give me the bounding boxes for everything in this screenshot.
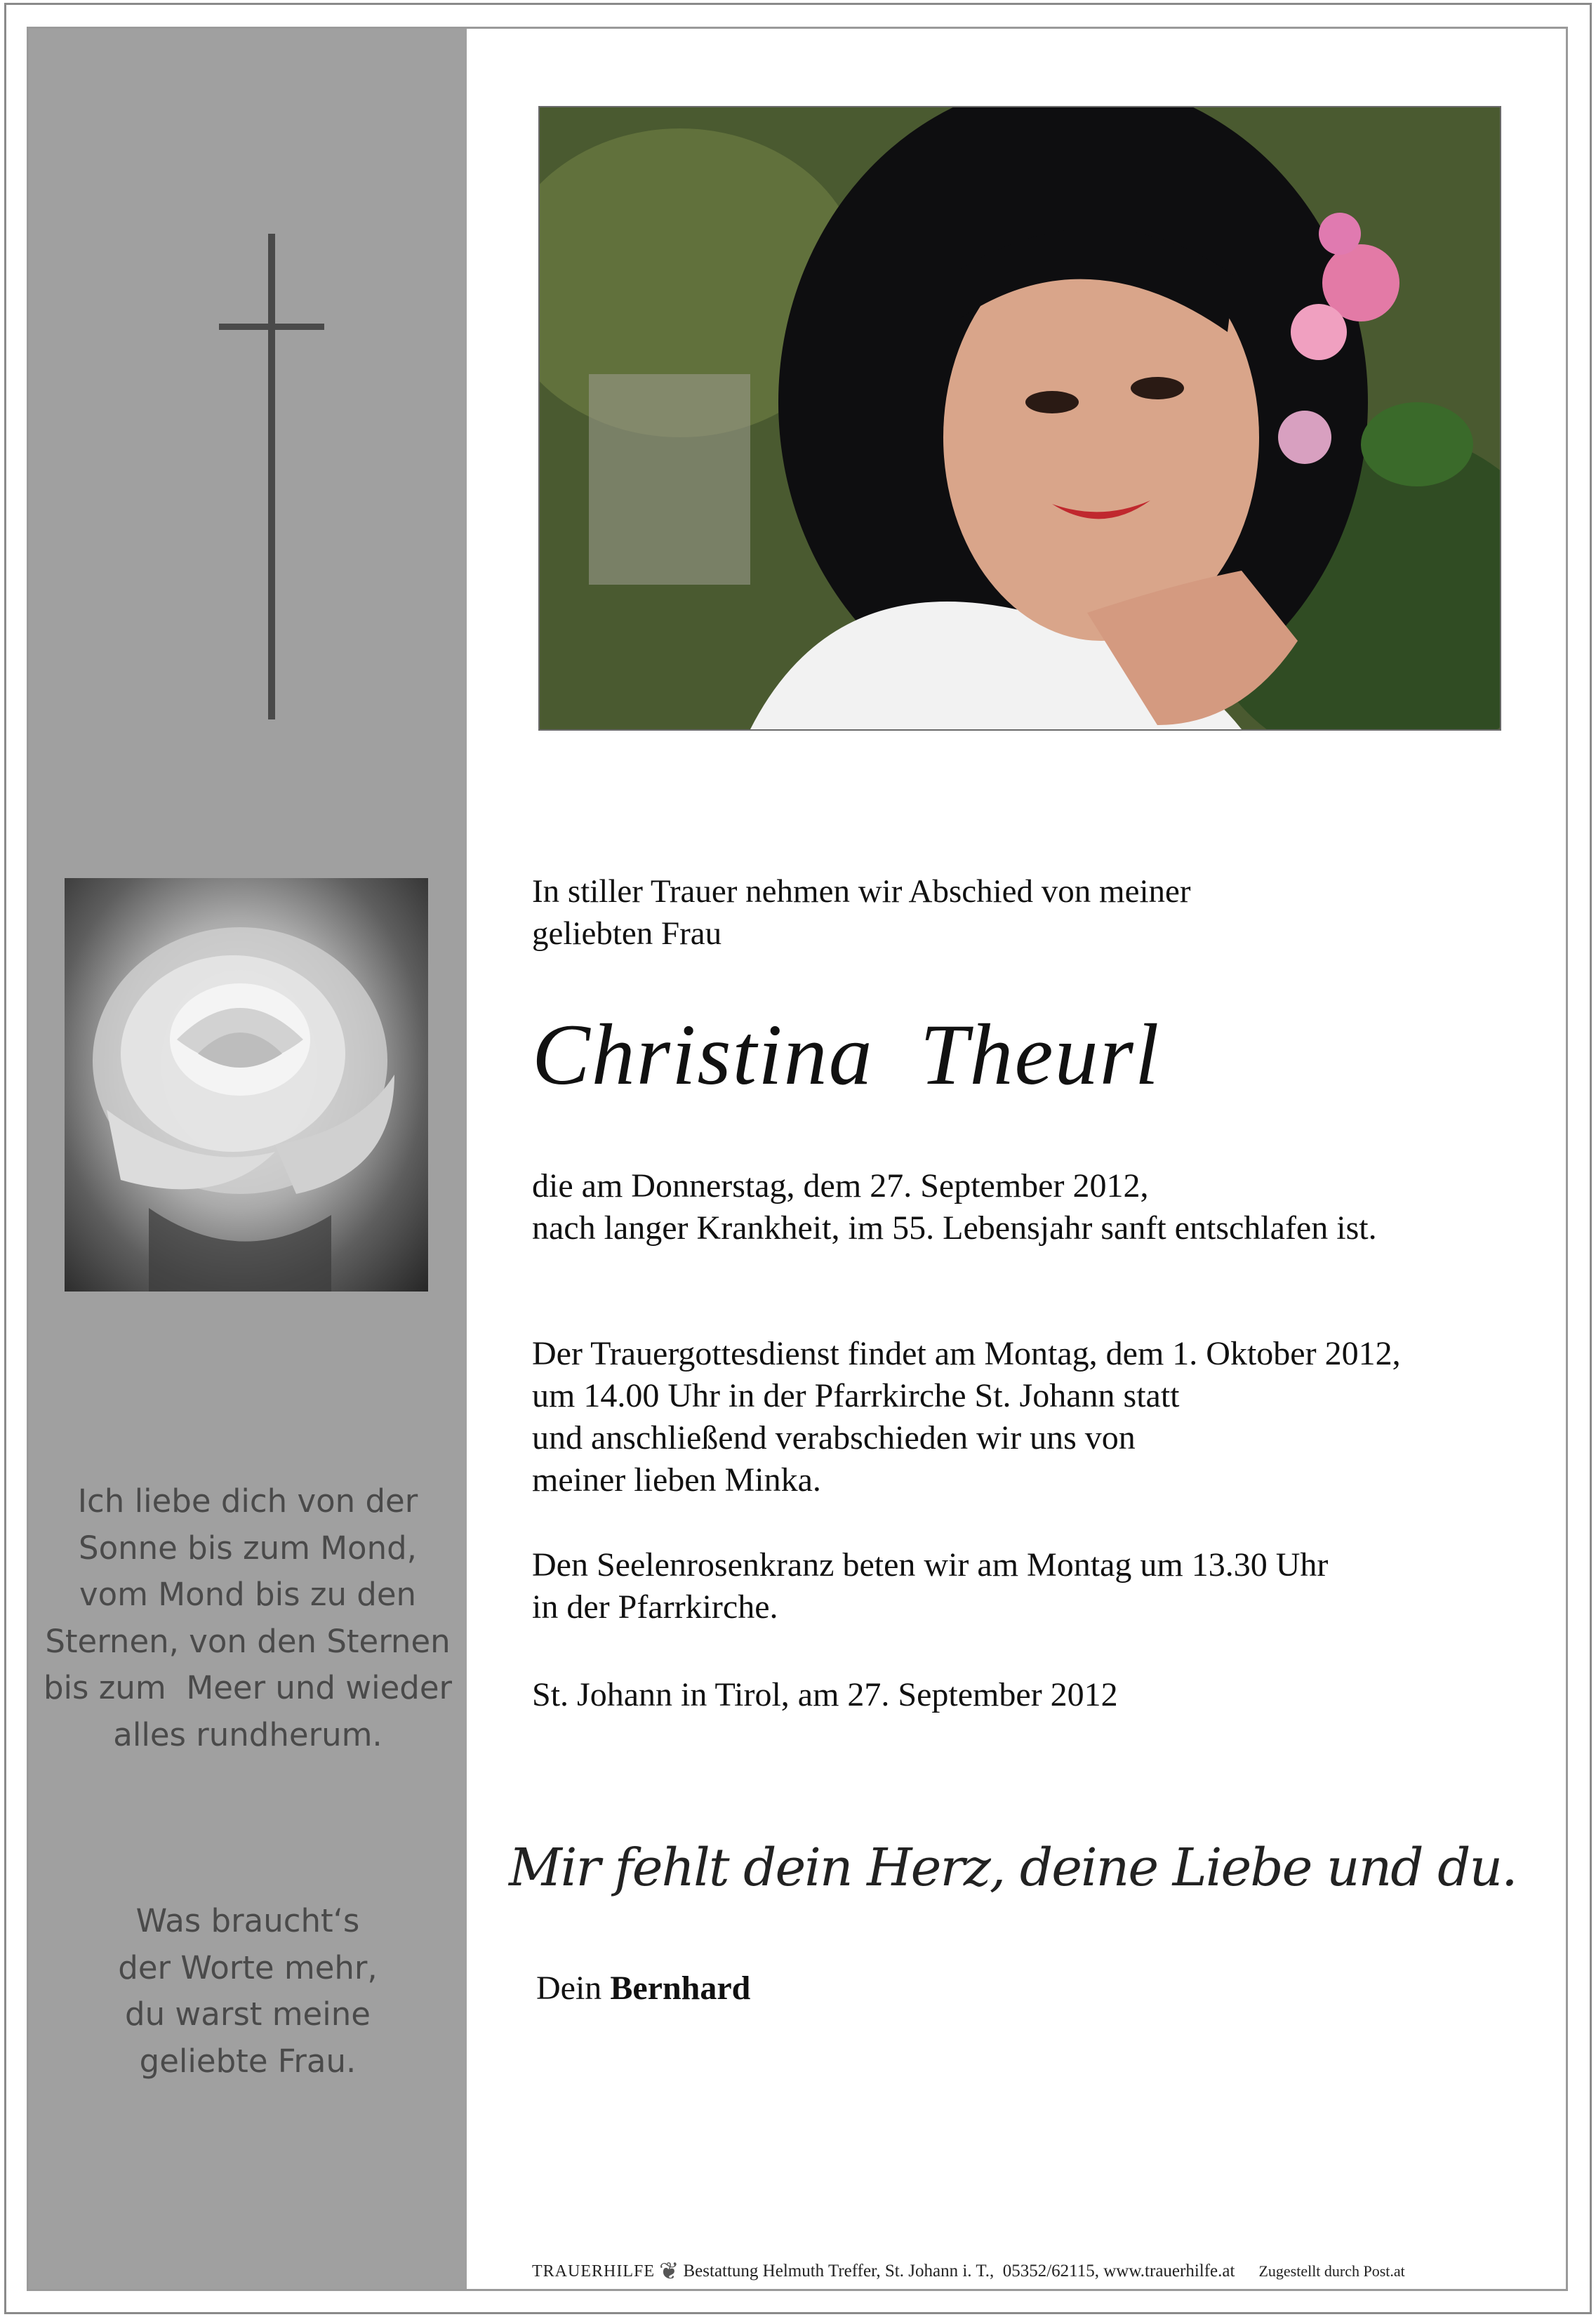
service-line: und anschließend verabschieden wir uns von	[532, 1419, 1136, 1456]
rosary-line: Den Seelenrosenkranz beten wir am Montag um 13.30 Uhr	[532, 1546, 1329, 1584]
cross-icon	[268, 234, 275, 719]
verse-line: geliebte Frau.	[139, 2042, 357, 2080]
rosary-text	[532, 1544, 1328, 1628]
deceased-name: Christina Theurl	[532, 1007, 1161, 1103]
poem-line: alles rundherum.	[113, 1715, 383, 1753]
poem-line: Sonne bis zum Mond,	[79, 1529, 417, 1567]
rose-image	[65, 878, 428, 1292]
poem-line: bis zum Meer und wieder	[43, 1669, 453, 1706]
leaf-icon: ❦	[659, 2259, 679, 2285]
service-line: Der Trauergottesdienst findet am Montag, dem 1. Oktober 2012,	[532, 1335, 1401, 1372]
portrait-icon	[540, 107, 1500, 729]
verse-line: Was braucht‘s	[135, 1902, 360, 1939]
poem-line: Ich liebe dich von der	[77, 1482, 418, 1520]
death-line: die am Donnerstag, dem 27. September 2012,	[532, 1167, 1149, 1204]
verse-line: der Worte mehr,	[118, 1948, 378, 1986]
footer-brand: TRAUERHILFE	[532, 2262, 655, 2281]
verse-line: du warst meine	[125, 1996, 371, 2033]
place-date: St. Johann in Tirol, am 27. September 2012	[532, 1676, 1118, 1713]
motto: Mir fehlt dein Herz, deine Liebe und du.	[509, 1838, 1517, 1898]
death-text	[532, 1165, 1377, 1249]
rosary-line: in der Pfarrkirche.	[532, 1588, 778, 1626]
cross-icon-bar	[219, 324, 324, 330]
service-text	[532, 1333, 1401, 1501]
service-line: meiner lieben Minka.	[532, 1461, 821, 1499]
footer-text: Bestattung Helmuth Treffer, St. Johann i. T., 05352/62115, www.trauerhilfe.at	[683, 2262, 1235, 2281]
intro-line: In stiller Trauer nehmen wir Abschied von meiner	[532, 873, 1191, 910]
portrait-photo	[538, 106, 1501, 731]
intro-text	[532, 870, 1191, 955]
poem-love	[29, 1478, 467, 1758]
rose-icon	[65, 878, 428, 1292]
poem-words	[29, 1898, 467, 2085]
footer-post: Zugestellt durch Post.at	[1258, 2262, 1405, 2280]
signature-name: Bernhard	[610, 1970, 751, 2007]
signature-prefix: Dein	[536, 1970, 602, 2007]
footer	[532, 2257, 1405, 2285]
intro-line: geliebten Frau	[532, 915, 722, 952]
poem-line: vom Mond bis zu den	[79, 1576, 417, 1613]
service-line: um 14.00 Uhr in der Pfarrkirche St. Johann statt	[532, 1377, 1180, 1414]
poem-line: Sternen, von den Sternen	[45, 1622, 451, 1660]
signature	[536, 1969, 750, 2007]
death-line: nach langer Krankheit, im 55. Lebensjahr sanft entschlafen ist.	[532, 1209, 1377, 1247]
